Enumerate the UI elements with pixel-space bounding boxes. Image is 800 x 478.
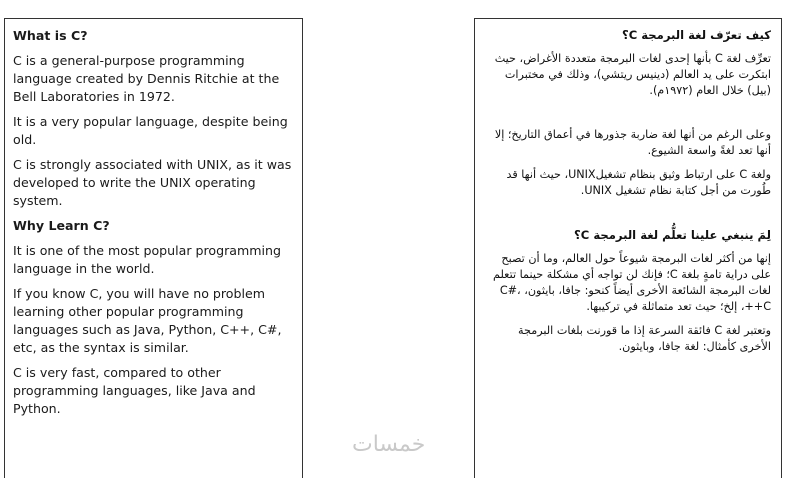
paragraph-most-popular: It is one of the most popular programming language in the world. (13, 243, 282, 276)
paragraph-other-languages: If you know C, you will have no problem learning other popular programming languages such as Java, Python, C++, C#, etc, as the syntax is similar. (13, 286, 282, 355)
arabic-heading-why-learn-c: لِمَ ينبغي علينا تعلُّم لغة البرمجة C؟ (574, 228, 771, 242)
arabic-paragraph-other-languages: إنها من أكثر لغات البرمجة شيوعاً حول العالم، وما أن تصبح على دراية تامةٍ بلغة C؛ فإنك لن تواجه أي مشكلة حينما تتعلم لغات البرمجة الشائعة الأخرى أيضاً كنحو: جافا، بايثون، C#، C++، إلخ؛ حيث تعد متماثلة في تركيبها. (493, 252, 771, 313)
paragraph-popularity: It is a very popular language, despite being old. (13, 114, 288, 147)
arabic-paragraph-popularity: وعلى الرغم من أنها لغة ضاربة جذورها في أعماق التاريخ؛ إلا أنها تعد لغةً واسعة الشيوع. (494, 128, 771, 157)
paragraph-definition: C is a general-purpose programming language created by Dennis Ritchie at the Bell Laboratories in 1972. (13, 53, 280, 104)
paragraph-speed: C is very fast, compared to other programming languages, like Java and Python. (13, 365, 256, 416)
heading-what-is-c: What is C? (13, 28, 88, 43)
arabic-paragraph-definition: تعرِّف لغة C بأنها إحدى لغات البرمجة متعددة الأغراض، حيث ابتكرت على يد العالم (دينيس ريتشي)، وذلك في مختبرات (بيل) خلال العام (١٩٧٢م). (494, 52, 771, 97)
watermark-logo: خمسات (352, 432, 426, 457)
arabic-heading-what-is-c: كيف تعرّف لغة البرمجة C؟ (621, 28, 771, 42)
heading-why-learn-c: Why Learn C? (13, 218, 110, 233)
arabic-text-panel (474, 18, 782, 478)
arabic-paragraph-unix: ولغة C على ارتباط وثيق بنظام تشغيلUNIX، حيث أنها قد طُورت من أجل كتابة نظام تشغيل UNIX. (506, 168, 771, 197)
spacer (485, 207, 771, 227)
spacer (485, 107, 771, 127)
english-text-panel (4, 18, 303, 478)
arabic-paragraph-speed: وتعتبر لغة C فائقة السرعة إذا ما قورنت بلغات البرمجة الأخرى كأمثال: لغة جافا، وبايثون. (517, 324, 771, 353)
paragraph-unix: C is strongly associated with UNIX, as it was developed to write the UNIX operating system. (13, 157, 292, 208)
